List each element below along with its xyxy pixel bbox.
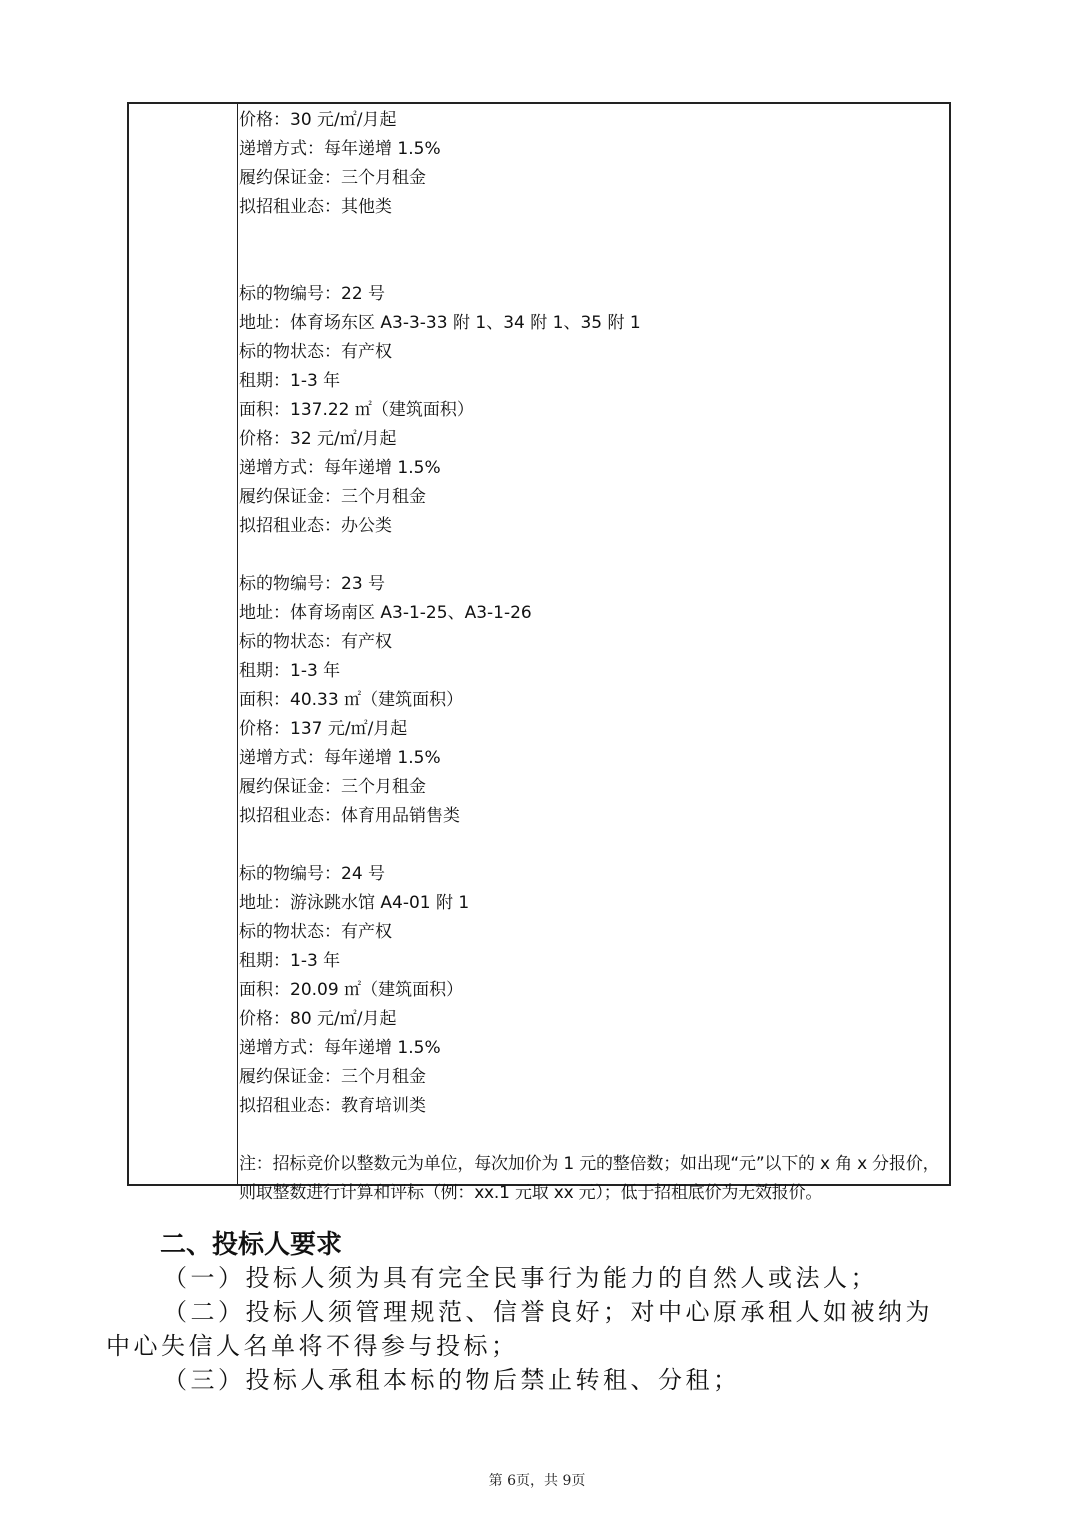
item-area: 面积：40.33 ㎡（建筑面积）	[239, 690, 464, 710]
item-term: 租期：1-3 年	[239, 951, 341, 971]
price-line: 价格：30 元/㎡/月起	[239, 110, 397, 130]
item-24	[239, 860, 949, 1121]
requirement-2: （二）投标人须管理规范、信誉良好；对中心原承租人如被纳为	[163, 1298, 933, 1326]
item-price: 价格：32 元/㎡/月起	[239, 429, 397, 449]
item-status: 标的物状态：有产权	[239, 632, 392, 652]
item-deposit: 履约保证金：三个月租金	[239, 487, 426, 507]
item-term: 租期：1-3 年	[239, 371, 341, 391]
item-business: 拟招租业态：教育培训类	[239, 1096, 426, 1116]
table-left-column	[129, 104, 238, 1184]
requirement-2-cont: 中心失信人名单将不得参与投标；	[106, 1332, 519, 1360]
item-term: 租期：1-3 年	[239, 661, 341, 681]
section-heading: 二、投标人要求	[160, 1230, 343, 1260]
item-number: 标的物编号：23 号	[239, 574, 386, 594]
item-area: 面积：20.09 ㎡（建筑面积）	[239, 980, 464, 1000]
item-business: 拟招租业态：体育用品销售类	[239, 806, 460, 826]
item-number: 标的物编号：22 号	[239, 284, 386, 304]
business-line: 拟招租业态：其他类	[239, 197, 392, 217]
item-23	[239, 570, 949, 831]
item-number: 标的物编号：24 号	[239, 864, 386, 884]
bidding-note: 注：招标竞价以整数元为单位，每次加价为 1 元的整倍数；如出现“元”以下的 x 角 x 分报价，则取整数进行计算和评标（例：xx.1 元取 xx 元）；低于招租底价为无效报价。	[239, 1154, 940, 1203]
table-right-column	[238, 104, 949, 1203]
requirement-1: （一）投标人须为具有完全民事行为能力的自然人或法人；	[163, 1264, 878, 1292]
item-price: 价格：137 元/㎡/月起	[239, 719, 408, 739]
increase-line: 递增方式：每年递增 1.5%	[239, 139, 441, 159]
item-business: 拟招租业态：办公类	[239, 516, 392, 536]
item-area: 面积：137.22 ㎡（建筑面积）	[239, 400, 474, 420]
item-deposit: 履约保证金：三个月租金	[239, 777, 426, 797]
item-increase: 递增方式：每年递增 1.5%	[239, 1038, 441, 1058]
item-deposit: 履约保证金：三个月租金	[239, 1067, 426, 1087]
item-status: 标的物状态：有产权	[239, 342, 392, 362]
item-increase: 递增方式：每年递增 1.5%	[239, 748, 441, 768]
deposit-line: 履约保证金：三个月租金	[239, 168, 426, 188]
listing-table	[127, 102, 951, 1203]
item-status: 标的物状态：有产权	[239, 922, 392, 942]
requirement-3: （三）投标人承租本标的物后禁止转租、分租；	[163, 1366, 741, 1394]
item-increase: 递增方式：每年递增 1.5%	[239, 458, 441, 478]
item-address: 地址：体育场东区 A3-3-33 附 1、34 附 1、35 附 1	[239, 313, 641, 333]
item-address: 地址：体育场南区 A3-1-25、A3-1-26	[239, 603, 532, 623]
page-number: 第 6页，共 9页	[488, 1473, 586, 1489]
item-22	[239, 280, 949, 541]
item-address: 地址：游泳跳水馆 A4-01 附 1	[239, 893, 470, 913]
item-price: 价格：80 元/㎡/月起	[239, 1009, 397, 1029]
